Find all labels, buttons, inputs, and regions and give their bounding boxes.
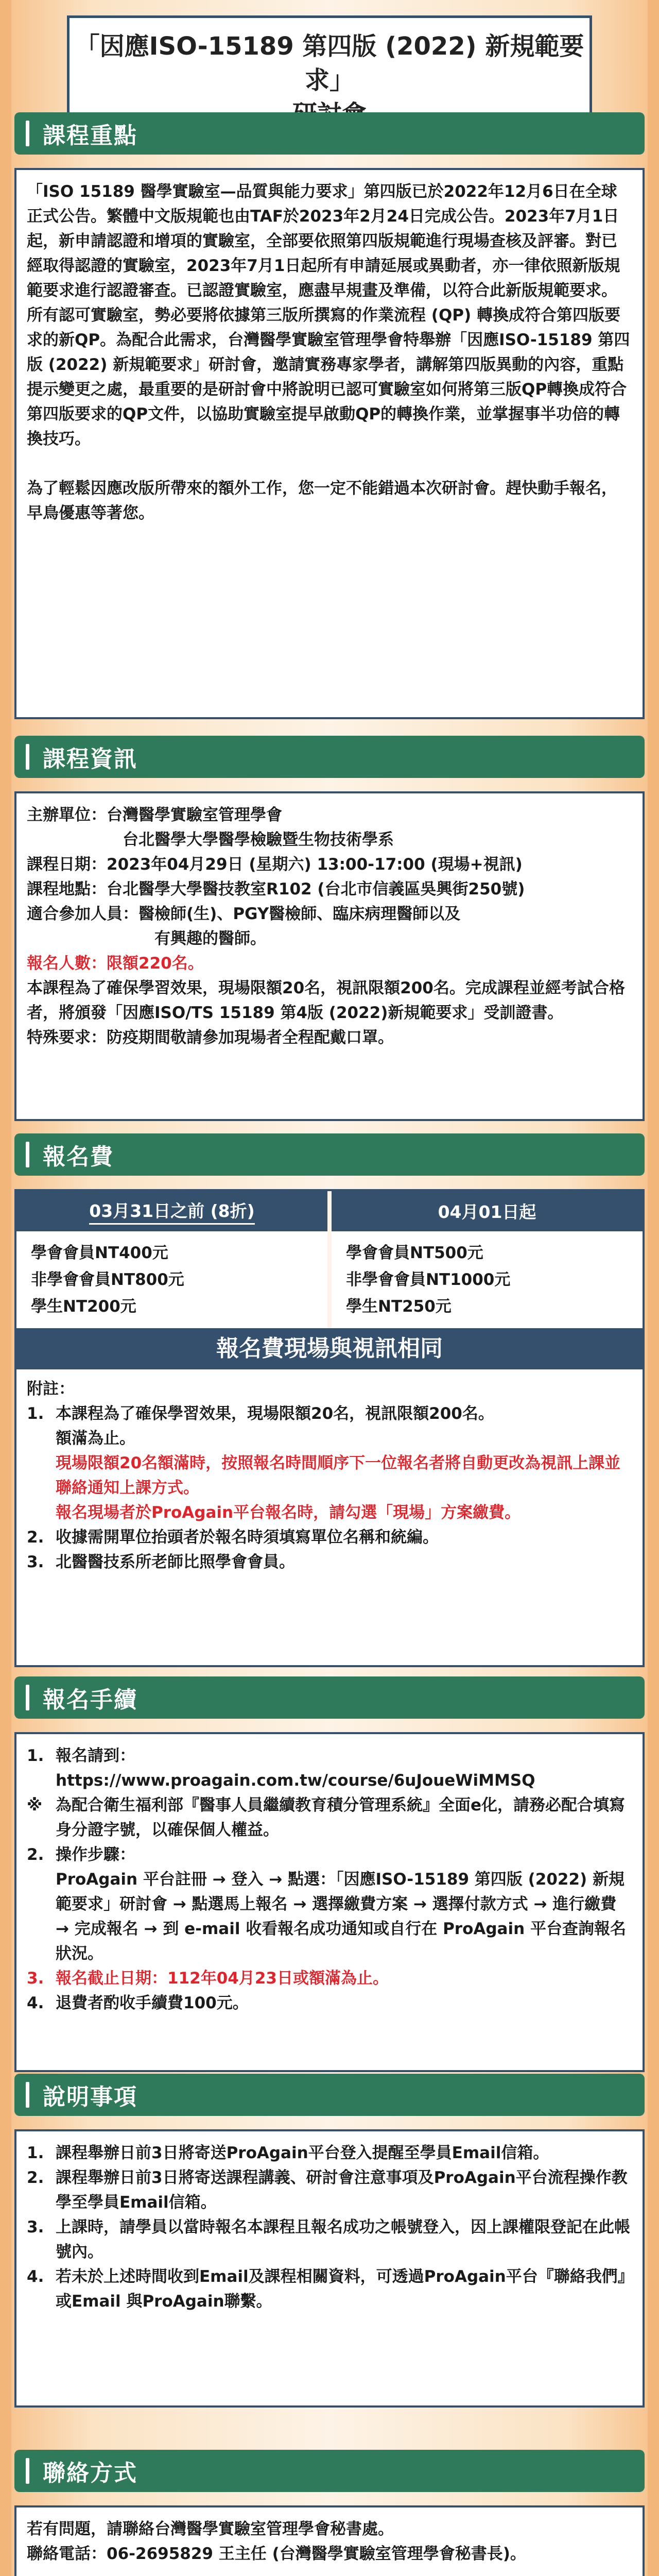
organizer-value-1: 台灣醫學實驗室管理學會 <box>107 806 282 824</box>
fee-notes <box>16 1369 643 1583</box>
fee-note-1c: 現場限額20名額滿時，按照報名時間順序下一位報名者將自動更改為視訊上課並聯絡通知上課方式。 <box>56 1454 621 1497</box>
section-header-register <box>14 1676 645 1719</box>
fee-note-1b: 額滿為止。 <box>56 1429 135 1448</box>
section-title: 報名手續 <box>43 1687 137 1713</box>
steps-text: ProAgain 平台註冊 → 登入 → 點選：「因應ISO-15189 第四版 (2022) 新規範要求」研討會 → 點選馬上報名 → 選擇繳費方案 → 選擇付款方式 → 進行繳費 → 完成報名 → 到 e-mail 收看報名成功通知或自行在 ProAgain 平台查詢報名狀況。 <box>56 1870 626 1963</box>
organizer-label: 主辦單位： <box>27 806 107 824</box>
section-title: 課程資訊 <box>43 746 137 772</box>
fee-note-3: 北醫醫技系所老師比照學會會員。 <box>56 1553 295 1571</box>
fee-table <box>14 1189 645 1667</box>
note-text: 若未於上述時間收到Email及課程相關資料，可透過ProAgain平台『聯絡我們』或Email 與ProAgain聯繫。 <box>56 2267 626 2311</box>
list-item: 2. 收據需開單位抬頭者於報名時須填寫單位名稱和統編。 <box>27 1525 632 1550</box>
fee-note-1a: 本課程為了確保學習效果，現場限額20名，視訊限額200名。 <box>56 1404 494 1423</box>
fee-list-early <box>16 1231 327 1328</box>
section-header-notes <box>14 2074 645 2116</box>
fee-item: 學會會員NT500元 <box>346 1244 483 1262</box>
audience-row <box>27 902 632 926</box>
date-value: 2023年04月29日 (星期六) 13:00-17:00 (現場+視訊) <box>107 855 523 874</box>
list-item <box>27 1793 632 1842</box>
section-info <box>14 736 645 1121</box>
list-item: 1. 報名請到： https://www.proagain.com.tw/course/6uJoueWiMMSQ <box>27 1743 632 1793</box>
register-label: 報名請到： <box>56 1747 135 1765</box>
special-notice: 特殊要求：防疫期間敬請參加現場者全程配戴口罩。 <box>27 1028 394 1047</box>
header-bar-icon <box>26 1685 29 1710</box>
certificate-text: 本課程為了確保學習效果，現場限額20名，視訊限額200名。完成課程並經考試合格者，將頒發「因應ISO/TS 15189 第4版 (2022)新規範要求」受訓證書。 <box>27 979 625 1022</box>
register-url-link[interactable]: https://www.proagain.com.tw/course/6uJoueWiMMSQ <box>56 1771 535 1790</box>
fee-header-early-text: 03月31日之前 (8折) <box>89 1198 254 1225</box>
focus-paragraph-2: 為了輕鬆因應改版所帶來的額外工作，您一定不能錯過本次研討會。趕快動手報名，早鳥優惠等著您。 <box>27 479 617 522</box>
register-list <box>27 1743 632 2015</box>
fee-note-1d: 報名現場者於ProAgain平台報名時，請勾選「現場」方案繳費。 <box>56 1503 521 1522</box>
fee-item: 學會會員NT400元 <box>31 1244 168 1262</box>
list-item: 3. 北醫醫技系所老師比照學會會員。 <box>27 1550 632 1574</box>
date-row <box>27 852 632 877</box>
section-register <box>14 1676 645 2072</box>
contact-card <box>14 2505 645 2576</box>
organizer-row <box>27 803 632 827</box>
organizer-value-2: 台北醫學大學醫學檢驗暨生物技術學系 <box>123 831 394 849</box>
steps-label: 操作步驟： <box>56 1845 135 1864</box>
register-card <box>14 1732 645 2072</box>
notes-card <box>14 2129 645 2408</box>
list-item: 1. 課程舉辦日前3日將寄送ProAgain平台登入提醒至學員Email信箱。 <box>27 2141 632 2165</box>
list-item: 4. 退費者酌收手續費100元。 <box>27 1991 632 2015</box>
place-value: 台北醫學大學醫技教室R102 (台北市信義區吳興街250號) <box>107 880 525 899</box>
contact-line-2: 聯絡電話：06-2695829 王主任 (台灣醫學實驗室管理學會秘書長)。 <box>27 2545 526 2563</box>
fee-notes-list <box>27 1401 632 1574</box>
section-header-info <box>14 736 645 778</box>
notes-list <box>27 2141 632 2314</box>
fee-notes-label: 附註： <box>27 1380 75 1398</box>
fee-banner: 報名費現場與視訊相同 <box>16 1328 643 1369</box>
fee-item: 學生NT250元 <box>346 1297 452 1316</box>
section-title: 課程重點 <box>43 123 137 149</box>
section-focus <box>14 112 645 719</box>
fee-header-late <box>332 1191 643 1231</box>
header-bar-icon <box>26 2458 29 2484</box>
section-title: 說明事項 <box>43 2084 137 2110</box>
fee-item: 學生NT200元 <box>31 1297 136 1316</box>
fee-columns <box>16 1191 643 1328</box>
section-header-fee <box>14 1133 645 1176</box>
header-bar-icon <box>26 121 29 146</box>
left-stripe <box>0 0 11 2576</box>
date-label: 課程日期： <box>27 855 107 874</box>
section-contact <box>14 2450 645 2576</box>
header-bar-icon <box>26 744 29 770</box>
list-item: 1. 本課程為了確保學習效果，現場限額20名，視訊限額200名。 額滿為止。 現場限額20名額滿時，按照報名時間順序下一位報名者將自動更改為視訊上課並聯絡通知上課方式。 報名現場者於ProAgain平台報名時，請勾選「現場」方案繳費。 <box>27 1401 632 1525</box>
list-item: 4. 若未於上述時間收到Email及課程相關資料，可透過ProAgain平台『聯絡我們』或Email 與ProAgain聯繫。 <box>27 2264 632 2314</box>
fee-header-early <box>16 1191 327 1231</box>
quota-text: 報名人數：限額220名。 <box>27 954 204 973</box>
section-fee <box>14 1133 645 1667</box>
fee-header-late-text: 04月01日起 <box>438 1201 536 1222</box>
contact-line-1: 若有問題，請聯絡台灣醫學實驗室管理學會秘書處。 <box>27 2520 394 2538</box>
list-item: 3. 報名截止日期：112年04月23日或額滿為止。 <box>27 1966 632 1991</box>
note-text: 課程舉辦日前3日將寄送ProAgain平台登入提醒至學員Email信箱。 <box>56 2144 549 2162</box>
fee-column-late <box>327 1191 643 1328</box>
fee-item: 非學會會員NT1000元 <box>346 1270 511 1289</box>
section-notes <box>14 2074 645 2408</box>
list-item: 2. 操作步驟： ProAgain 平台註冊 → 登入 → 點選：「因應ISO-15189 第四版 (2022) 新規範要求」研討會 → 點選馬上報名 → 選擇繳費方案 → 選擇付款方式 → 進行繳費 → 完成報名 → 到 e-mail 收看報名成功通知或自行在 ProAgain 平台查詢報名狀況。 <box>27 1842 632 1966</box>
fee-item: 非學會會員NT800元 <box>31 1270 184 1289</box>
list-item: 2. 課程舉辦日前3日將寄送課程講義、研討會注意事項及ProAgain平台流程操作教學至學員Email信箱。 <box>27 2165 632 2215</box>
focus-card <box>14 168 645 719</box>
right-stripe <box>648 0 659 2576</box>
refund-text: 退費者酌收手續費100元。 <box>56 1994 249 2012</box>
fee-list-late <box>332 1231 643 1328</box>
header-bar-icon <box>26 2082 29 2108</box>
audience-value-2: 有興趣的醫師。 <box>154 929 266 948</box>
focus-paragraph-1: 「ISO 15189 醫學實驗室—品質與能力要求」第四版已於2022年12月6日在全球正式公告。繁體中文版規範也由TAF於2023年2月24日完成公告。2023年7月1日起，新申請認證和增項的實驗室，全部要依照第四版規範進行現場查核及評審。對已經取得認證的實驗室，2023年7月1日起所有申請延展或異動者，亦一律依照新版規範要求進行認證審查。已認證實驗室，應盡早規畫及準備，以符合此新版規範要求。所有認可實驗室，勢必要將依據第三版所撰寫的作業流程 (QP) 轉換成符合第四版要求的新QP。為配合此需求，台灣醫學實驗室管理學會特舉辦「因應ISO-15189 第四版 (2022) 新規範要求」研討會，邀請實務專家學者，講解第四版異動的內容，重點提示變更之處，最重要的是研討會中將說明已認可實驗室如何將第三版QP轉換成符合第四版要求的QP文件，以協助實驗室提早啟動QP的轉換作業，並掌握事半功倍的轉換技巧。 <box>27 182 630 448</box>
section-title: 聯絡方式 <box>43 2460 137 2486</box>
deadline-text: 報名截止日期：112年04月23日或額滿為止。 <box>56 1969 389 1988</box>
register-star-note: 為配合衛生福利部『醫事人員繼續教育積分管理系統』全面e化，請務必配合填寫身分證字號，以確保個人權益。 <box>56 1796 626 1839</box>
place-label: 課程地點： <box>27 880 107 899</box>
audience-label: 適合參加人員： <box>27 905 138 923</box>
page-title-line1: 「因應ISO-15189 第四版 (2022) 新規範要求」 <box>75 32 584 95</box>
info-card <box>14 791 645 1121</box>
audience-value-1: 醫檢師(生)、PGY醫檢師、臨床病理醫師以及 <box>138 905 461 923</box>
note-text: 課程舉辦日前3日將寄送課程講義、研討會注意事項及ProAgain平台流程操作教學至學員Email信箱。 <box>56 2168 628 2212</box>
note-text: 上課時，請學員以當時報名本課程且報名成功之帳號登入，因上課權限登記在此帳號內。 <box>56 2218 630 2261</box>
fee-note-2: 收據需開單位抬頭者於報名時須填寫單位名稱和統編。 <box>56 1528 439 1547</box>
fee-column-early <box>16 1191 327 1328</box>
header-bar-icon <box>26 1142 29 1167</box>
section-title: 報名費 <box>43 1144 114 1170</box>
list-item: 3. 上課時，請學員以當時報名本課程且報名成功之帳號登入，因上課權限登記在此帳號內。 <box>27 2215 632 2264</box>
place-row <box>27 877 632 902</box>
note-mark: ※ <box>27 1796 43 1815</box>
section-header-contact <box>14 2450 645 2492</box>
section-header-focus <box>14 112 645 155</box>
